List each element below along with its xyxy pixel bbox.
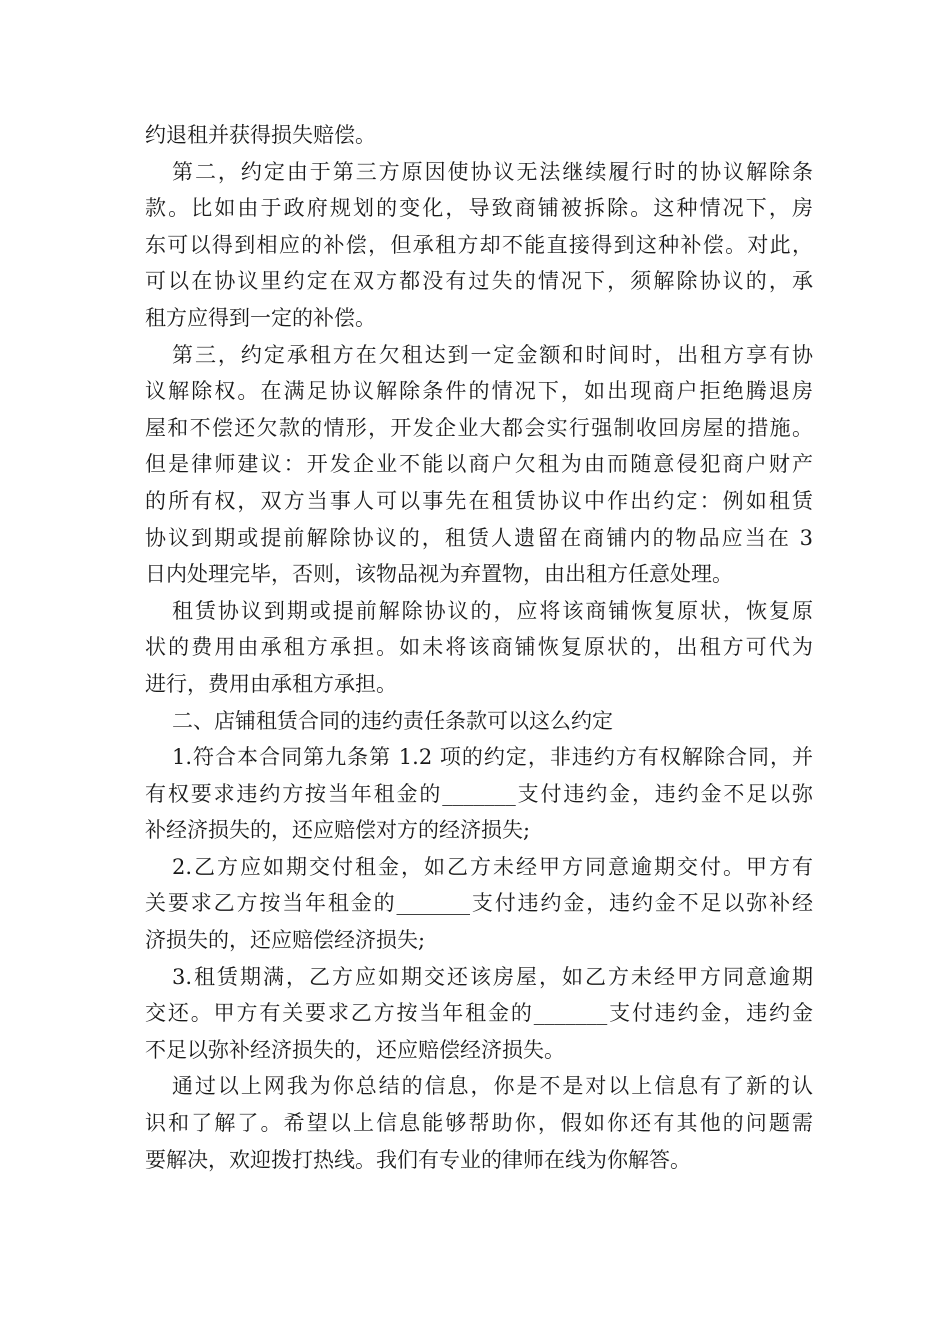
text-line: 日内处理完毕，否则，该物品视为弃置物，由出租方任意处理。: [145, 562, 733, 587]
text-line: 议解除权。在满足协议解除条件的情况下，如出现商户拒绝腾退房: [145, 379, 813, 404]
text-line: 可以在协议里约定在双方都没有过失的情况下，须解除协议的，承: [145, 269, 813, 294]
text-line: 款。比如由于政府规划的变化，导致商铺被拆除。这种情况下，房: [145, 196, 813, 221]
text-line: 状的费用由承租方承担。如未将该商铺恢复原状的，出租方可代为: [145, 635, 813, 660]
text-line: 屋和不偿还欠款的情形，开发企业大都会实行强制收回房屋的措施。: [145, 415, 813, 440]
text-line: 的所有权，双方当事人可以事先在租赁协议中作出约定：例如租赁: [145, 488, 813, 513]
text-line: 关要求乙方按当年租金的_______支付违约金，违约金不足以弥补经: [145, 891, 813, 916]
text-line: 进行，费用由承租方承担。: [145, 671, 397, 696]
text-line: 第三，约定承租方在欠租达到一定金额和时间时，出租方享有协: [172, 342, 813, 367]
text-line: 东可以得到相应的补偿，但承租方却不能直接得到这种补偿。对此，: [145, 232, 813, 257]
text-line: 但是律师建议：开发企业不能以商户欠租为由而随意侵犯商户财产: [145, 452, 813, 477]
text-line: 济损失的，还应赔偿经济损失;: [145, 928, 426, 953]
text-line: 3.租赁期满，乙方应如期交还该房屋，如乙方未经甲方同意逾期: [172, 964, 813, 989]
text-line: 不足以弥补经济损失的，还应赔偿经济损失。: [145, 1037, 565, 1062]
text-line: 通过以上网我为你总结的信息，你是不是对以上信息有了新的认: [172, 1074, 813, 1099]
text-line: 租赁协议到期或提前解除协议的，应将该商铺恢复原状，恢复原: [172, 598, 813, 623]
section-heading: 二、店铺租赁合同的违约责任条款可以这么约定: [172, 708, 613, 733]
text-line: 有权要求违约方按当年租金的_______支付违约金，违约金不足以弥: [145, 781, 813, 806]
text-line: 2.乙方应如期交付租金，如乙方未经甲方同意逾期交付。甲方有: [172, 854, 813, 879]
text-line: 识和了解了。希望以上信息能够帮助你，假如你还有其他的问题需: [145, 1111, 813, 1136]
text-line: 租方应得到一定的补偿。: [145, 305, 376, 330]
text-line: 交还。甲方有关要求乙方按当年租金的_______支付违约金，违约金: [145, 1001, 813, 1026]
text-line: 1.符合本合同第九条第 1.2 项的约定，非违约方有权解除合同，并: [172, 745, 813, 770]
text-line: 协议到期或提前解除协议的，租赁人遗留在商铺内的物品应当在 3: [145, 525, 813, 550]
text-line: 约退租并获得损失赔偿。: [145, 123, 376, 147]
text-line: 补经济损失的，还应赔偿对方的经济损失;: [145, 818, 531, 843]
text-line: 第二，约定由于第三方原因使协议无法继续履行时的协议解除条: [172, 159, 813, 184]
text-line: 要解决，欢迎拨打热线。我们有专业的律师在线为你解答。: [145, 1147, 691, 1172]
document-body: [145, 117, 813, 1178]
